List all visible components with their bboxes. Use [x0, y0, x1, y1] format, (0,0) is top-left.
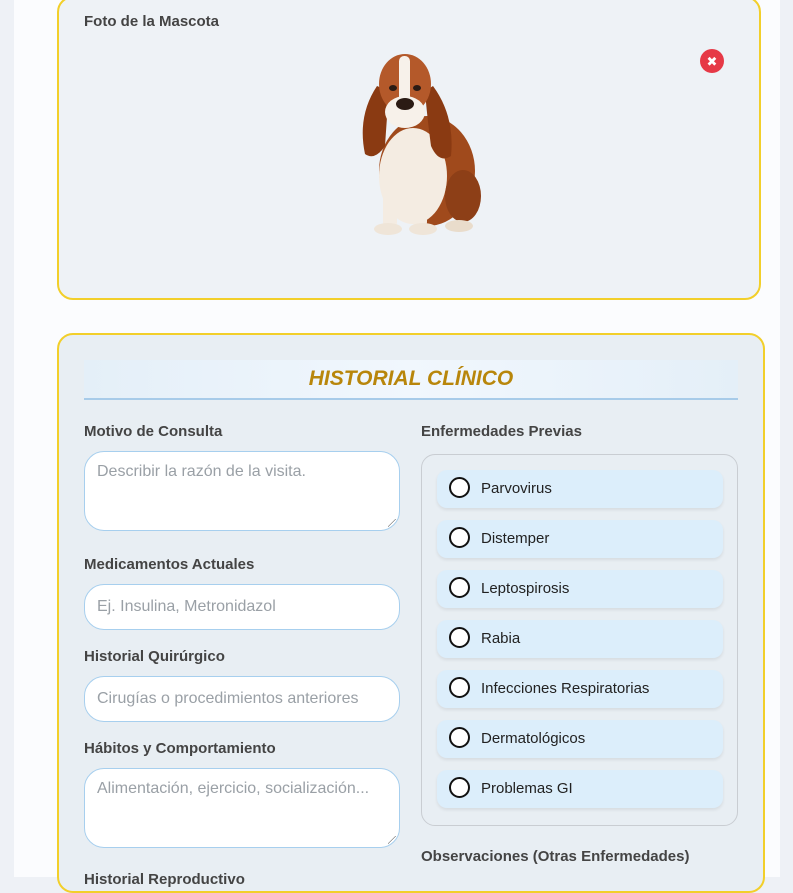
disease-option-label: Infecciones Respiratorias: [481, 680, 650, 697]
observations-label: Observaciones (Otras Enfermedades): [421, 848, 690, 865]
radio-button[interactable]: [449, 577, 470, 598]
reason-placeholder: Describir la razón de la visita.: [97, 463, 306, 480]
radio-button[interactable]: [449, 477, 470, 498]
radio-button[interactable]: [449, 777, 470, 798]
disease-option-respiratorias[interactable]: [437, 670, 723, 708]
disease-option-distemper[interactable]: [437, 520, 723, 558]
disease-option-label: Problemas GI: [481, 780, 573, 797]
meds-label: Medicamentos Actuales: [84, 556, 255, 573]
disease-option-label: Distemper: [481, 530, 550, 547]
disease-option-label: Rabia: [481, 630, 521, 647]
disease-option-parvovirus[interactable]: [437, 470, 723, 508]
radio-button[interactable]: [449, 727, 470, 748]
pet-photo: [355, 46, 485, 236]
meds-placeholder: Ej. Insulina, Metronidazol: [97, 598, 276, 615]
close-icon: ✖: [706, 53, 718, 69]
disease-option-dermatologicos[interactable]: [437, 720, 723, 758]
disease-option-leptospirosis[interactable]: [437, 570, 723, 608]
radio-button[interactable]: [449, 627, 470, 648]
clinical-history-card: [57, 333, 765, 893]
disease-option-label: Leptospirosis: [481, 580, 570, 597]
diseases-panel: [421, 454, 738, 826]
radio-button[interactable]: [449, 677, 470, 698]
habits-placeholder: Alimentación, ejercicio, socialización...: [97, 780, 370, 797]
habits-label: Hábitos y Comportamiento: [84, 740, 276, 757]
section-title: HISTORIAL CLÍNICO: [84, 360, 738, 400]
resize-handle-icon[interactable]: [388, 836, 396, 844]
remove-photo-button[interactable]: [700, 49, 724, 73]
radio-button[interactable]: [449, 527, 470, 548]
reason-textarea[interactable]: [84, 451, 400, 531]
meds-input[interactable]: [84, 584, 400, 630]
surgery-placeholder: Cirugías o procedimientos anteriores: [97, 690, 359, 707]
reason-label: Motivo de Consulta: [84, 423, 223, 440]
surgery-label: Historial Quirúrgico: [84, 648, 225, 665]
pet-photo-label: Foto de la Mascota: [84, 13, 220, 30]
reproductive-label: Historial Reproductivo: [84, 871, 245, 888]
disease-option-label: Parvovirus: [481, 480, 552, 497]
diseases-label: Enfermedades Previas: [421, 423, 582, 440]
habits-textarea[interactable]: [84, 768, 400, 848]
surgery-input[interactable]: [84, 676, 400, 722]
resize-handle-icon[interactable]: [388, 519, 396, 527]
form-sheet: [14, 0, 780, 888]
pet-photo-card: [57, 0, 761, 300]
disease-option-label: Dermatológicos: [481, 730, 586, 747]
disease-option-rabia[interactable]: [437, 620, 723, 658]
disease-option-gi[interactable]: [437, 770, 723, 808]
